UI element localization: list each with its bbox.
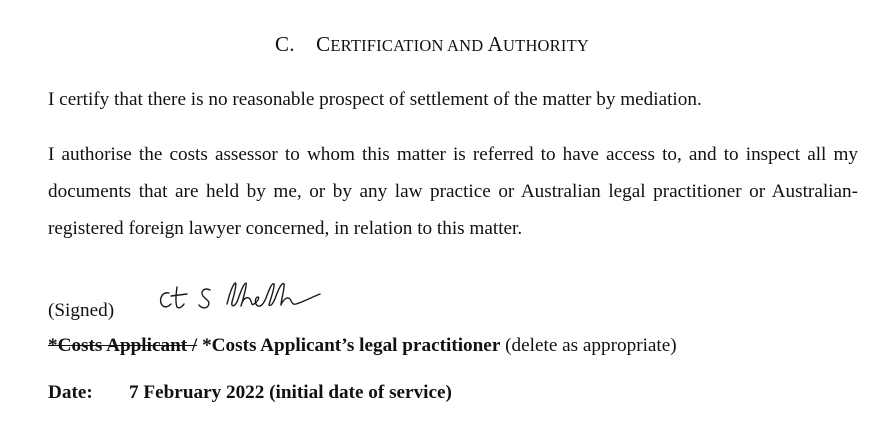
date-value: 7 February 2022 (initial date of service) [129, 382, 452, 403]
delete-note: (delete as appropriate) [505, 335, 677, 356]
title-initial-certification: C [316, 32, 331, 56]
date-line [48, 382, 452, 404]
section-title [316, 32, 589, 56]
section-heading [275, 32, 589, 57]
signed-label: (Signed) [48, 300, 115, 321]
title-rest-certification: ERTIFICATION AND [330, 36, 488, 55]
certify-paragraph: I certify that there is no reasonable prospect of settlement of the matter by mediation. [48, 89, 702, 110]
role-selection-line [48, 335, 677, 357]
struck-role-costs-applicant: *Costs Applicant / [48, 335, 198, 356]
section-number: C. [275, 32, 295, 56]
selected-role-legal-practitioner: *Costs Applicant’s legal practitioner [202, 335, 501, 356]
title-rest-authority: UTHORITY [503, 36, 589, 55]
handwritten-signature [155, 274, 330, 318]
title-initial-authority: A [487, 32, 504, 56]
authorise-paragraph: I authorise the costs assessor to whom this matter is referred to have access to, and to inspect all my documents that are held by me, or by any law practice or Australian legal practitioner or Australian-registered foreign lawyer concerned, in relation to this matter. [48, 144, 858, 239]
date-label: Date: [48, 382, 93, 403]
